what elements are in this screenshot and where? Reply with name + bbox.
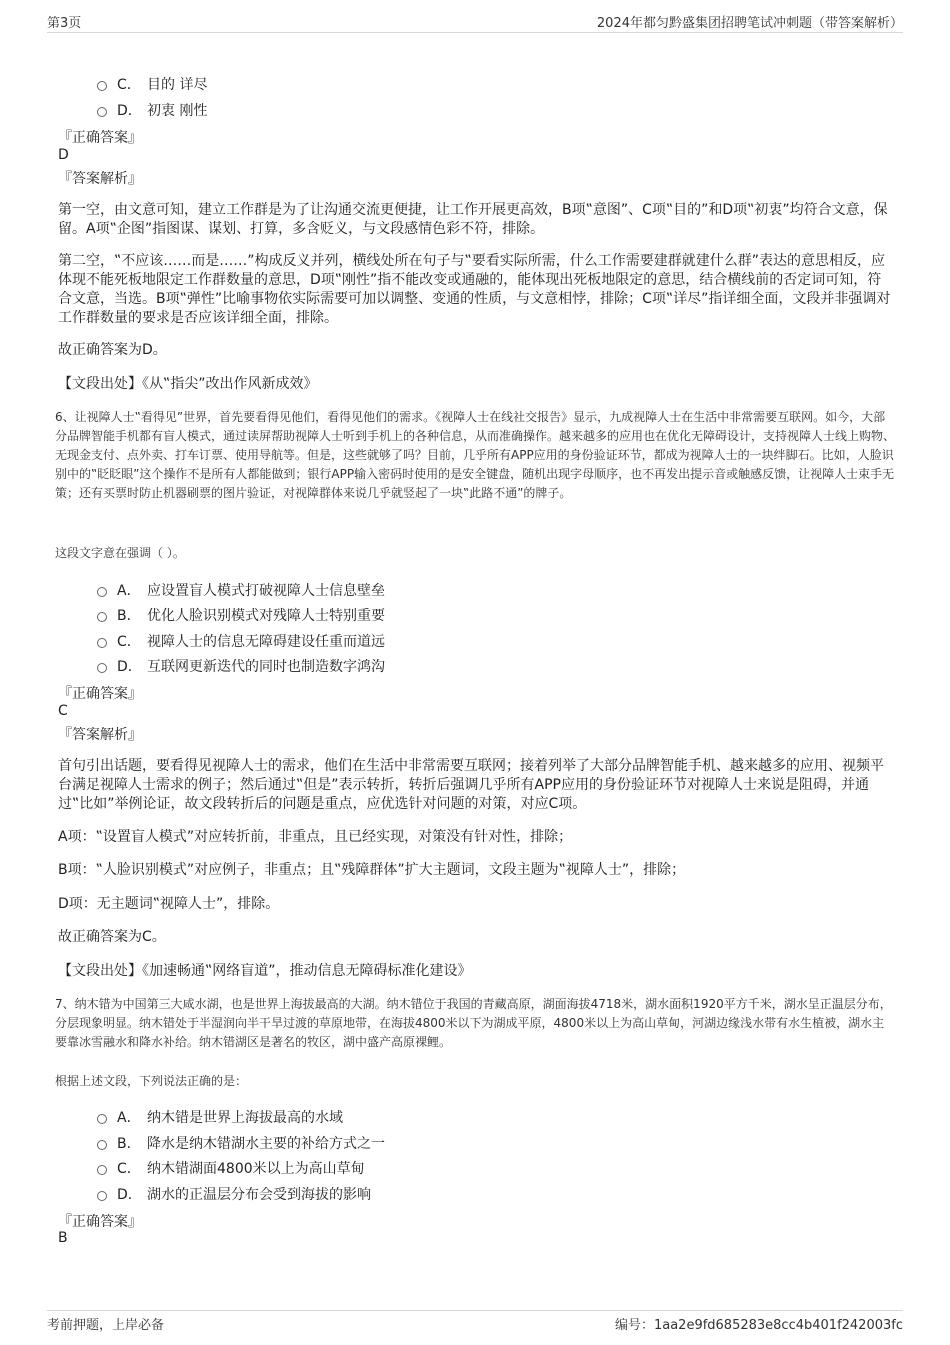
analysis-paragraph: B项：‟人脸识别模式”对应例子，非重点；且‟残障群体”扩大主题词，文段主题为‟视障人士”，排除； (58, 862, 686, 878)
question-stem-7: 7、纳木错为中国第三大咸水湖，也是世界上海拔最高的大湖。纳木错位于我国的青藏高原，湖面海拔4718米，湖水面积1920平方千米，湖水呈正温层分布，分层现象明显。纳木错处于半湿润向半干旱过渡的草原地带，在海拔4800米以下为湖成平原，4800米以上为高山草甸，河湖边缘浅水带有水生植被，湖水主要靠冰雪融水和降水补给。纳木错湖区是著名的牧区，湖中盛产高原裸鲤。 (55, 997, 892, 1049)
analysis-paragraph: 首句引出话题，要看得见视障人士的需求，他们在生活中非常需要互联网；接着列举了大部分品牌智能手机、越来越多的应用、视频平台满足视障人士需求的例子；然后通过‟但是”表示转折，转折后强调几乎所有APP应用的身份验证环节对视障人士来说是阻碍，并通过‟比如”举例论证，故文段转折后的问题是重点，应优选针对问题的对策，对应C项。 (58, 758, 884, 812)
radio-icon[interactable] (97, 1140, 107, 1150)
option-q7-c[interactable]: C． 纳木错湖面4800米以上为高山草甸 (97, 1158, 365, 1178)
source-citation: 【文段出处】《从‟指尖”改出作风新成效》 (58, 376, 318, 392)
question-prompt-7: 根据上述文段，下列说法正确的是： (55, 1074, 248, 1088)
analysis-conclusion: 故正确答案为D。 (58, 342, 167, 358)
option-q6-c[interactable]: C． 视障人士的信息无障碍建设任重而道远 (97, 631, 385, 651)
source-citation: 【文段出处】《加速畅通‟网络盲道”，推动信息无障碍标准化建设》 (58, 963, 472, 979)
option-q6-d[interactable]: D． 互联网更新迭代的同时也制造数字鸿沟 (97, 656, 385, 676)
correct-answer-label: 『正确答案』 (58, 686, 142, 702)
correct-answer-label: 『正确答案』 (58, 1214, 142, 1230)
option-q7-d[interactable]: D． 湖水的正温层分布会受到海拔的影响 (97, 1184, 371, 1204)
radio-icon[interactable] (97, 1114, 107, 1124)
footer-slogan: 考前押题，上岸必备 (47, 1318, 165, 1333)
radio-icon[interactable] (97, 587, 107, 597)
option-q6-a[interactable]: A． 应设置盲人模式打破视障人士信息壁垒 (97, 580, 385, 600)
correct-answer-value: C (58, 703, 68, 719)
analysis-paragraph: D项：无主题词‟视障人士”，排除。 (58, 896, 280, 912)
analysis-label: 『答案解析』 (58, 727, 142, 743)
analysis-conclusion: 故正确答案为C。 (58, 929, 166, 945)
page-header (47, 12, 903, 33)
radio-icon[interactable] (97, 107, 107, 117)
document-code: 编号：1aa2e9fd685283e8cc4b401f242003fc (614, 1318, 903, 1333)
radio-icon[interactable] (97, 1191, 107, 1201)
question-stem-6: 6、让视障人士‟看得见”世界，首先要看得见他们，看得见他们的需求。《视障人士在线社交报告》显示，九成视障人士在生活中非常需要互联网。如今，大部分品牌智能手机都有盲人模式，通过读屏帮助视障人士听到手机上的各种信息，从而准确操作。越来越多的应用也在优化无障碍设计，支持视障人士线上购物、无现金支付、点外卖、打车订票、使用导航等。但是，这些就够了吗？目前，几乎所有APP应用的身份验证环节，都成为视障人士的一块绊脚石。比如，人脸识别中的‟眨眨眼”这个操作不是所有人都能做到；银行APP输入密码时使用的是安全键盘，随机出现字母顺序，也不再发出提示音或触感反馈，让视障人士束手无策；还有买票时防止机器刷票的图片验证，对视障群体来说几乎就竖起了一块‟此路不通”的牌子。 (55, 410, 896, 500)
option-q5-d[interactable]: D． 初衷 刚性 (97, 100, 207, 120)
page-number: 第3页 (47, 16, 82, 31)
analysis-paragraph: 第一空，由文意可知，建立工作群是为了让沟通交流更便捷，让工作开展更高效，B项‟意图”、C项‟目的”和D项‟初衷”均符合文意，保留。A项‟企图”指图谋、谋划、打算，多含贬义，与文段感情色彩不符，排除。 (58, 202, 888, 237)
option-q7-a[interactable]: A． 纳木错是世界上海拔最高的水域 (97, 1107, 343, 1127)
radio-icon[interactable] (97, 1165, 107, 1175)
correct-answer-label: 『正确答案』 (58, 130, 142, 146)
analysis-paragraph: 第二空，‟不应该……而是……”构成反义并列，横线处所在句子与‟要看实际所需，什么工作需要建群就建什么群”表达的意思相反，应体现不能死板地限定工作群数量的意思，D项‟刚性”指不能改变或通融的，能体现出死板地限定的意思，结合横线前的否定词可知，符合文意，当选。B项‟弹性”比喻事物依实际需要可加以调整、变通的性质，与文意相悖，排除；C项‟详尽”指详细全面，文段并非强调对工作群数量的要求是否应该详细全面，排除。 (58, 253, 891, 326)
option-q7-b[interactable]: B． 降水是纳木错湖水主要的补给方式之一 (97, 1133, 385, 1153)
radio-icon[interactable] (97, 612, 107, 622)
analysis-paragraph: A项：‟设置盲人模式”对应转折前，非重点，且已经实现，对策没有针对性，排除； (58, 829, 573, 845)
document-title: 2024年都匀黔盛集团招聘笔试冲刺题（带答案解析） (596, 16, 903, 31)
analysis-label: 『答案解析』 (58, 171, 142, 187)
question-prompt-6: 这段文字意在强调（ ）。 (55, 546, 185, 560)
radio-icon[interactable] (97, 638, 107, 648)
page-footer (47, 1310, 903, 1333)
correct-answer-value: B (58, 1230, 68, 1246)
option-q6-b[interactable]: B． 优化人脸识别模式对残障人士特别重要 (97, 605, 385, 625)
radio-icon[interactable] (97, 663, 107, 673)
correct-answer-value: D (58, 147, 69, 163)
option-q5-c[interactable]: C． 目的 详尽 (97, 74, 207, 94)
radio-icon[interactable] (97, 81, 107, 91)
